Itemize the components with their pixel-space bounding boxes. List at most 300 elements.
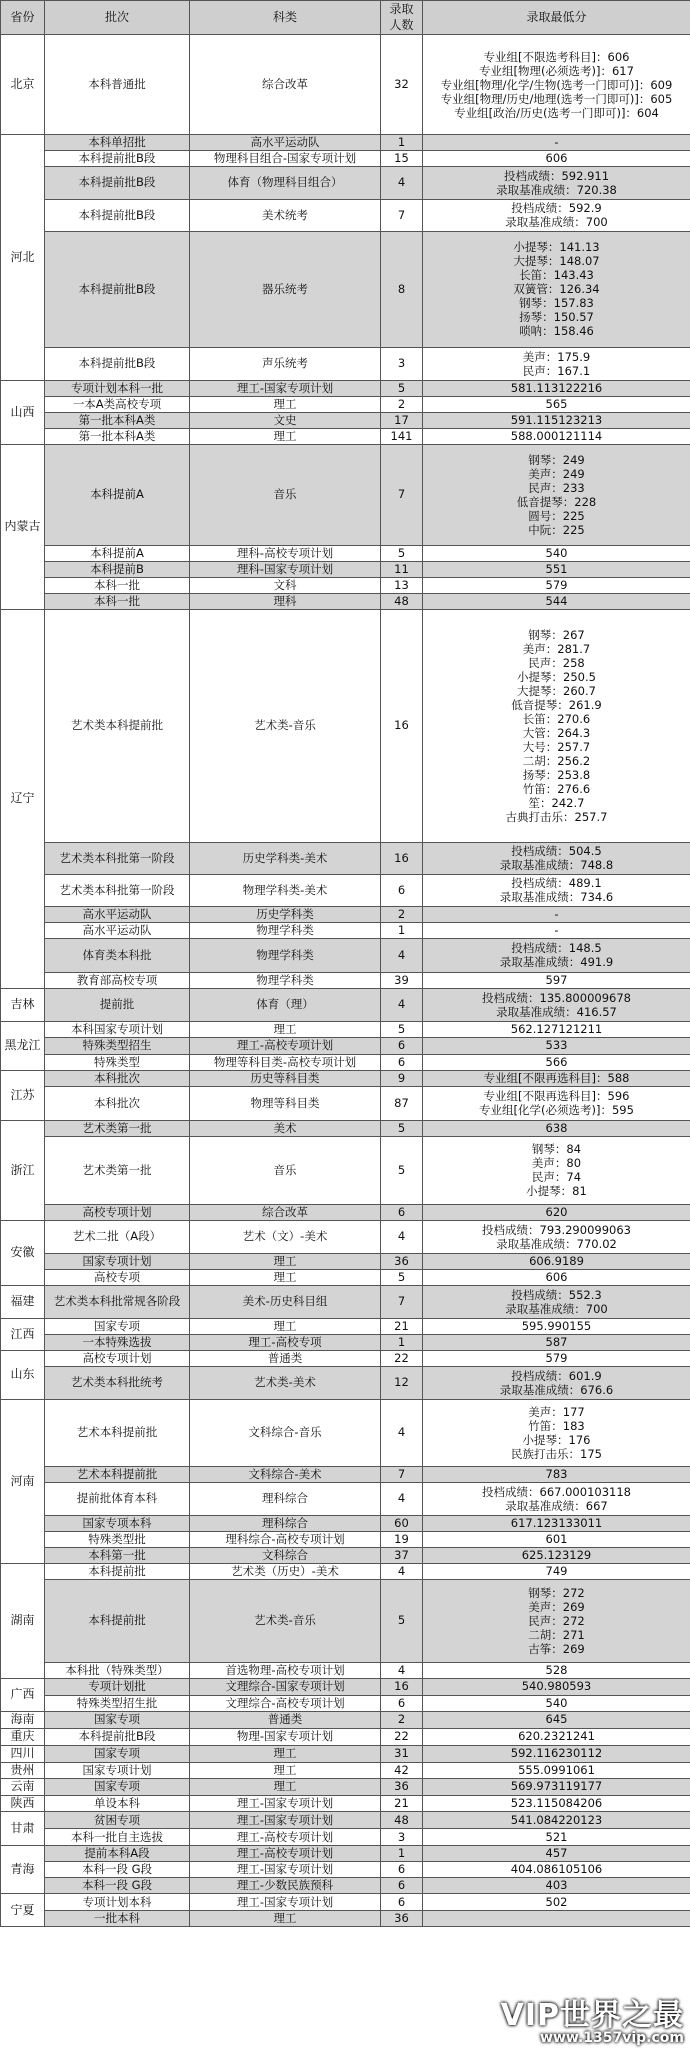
score-cell: 528 bbox=[423, 1662, 690, 1678]
count-cell: 4 bbox=[381, 988, 423, 1021]
subject-cell: 理工 bbox=[190, 1762, 381, 1779]
table-row bbox=[1, 1795, 690, 1812]
score-cell: 540.980593 bbox=[423, 1678, 690, 1695]
subject-cell: 普通类 bbox=[190, 1711, 381, 1728]
batch-cell: 本科提前A bbox=[45, 545, 190, 561]
batch-cell: 艺术类本科批第一阶段 bbox=[45, 874, 190, 906]
count-cell: 31 bbox=[381, 1745, 423, 1762]
count-cell: 2 bbox=[381, 1711, 423, 1728]
batch-cell: 国家专项计划 bbox=[45, 1253, 190, 1269]
batch-cell: 本科提前批B段 bbox=[45, 231, 190, 347]
count-cell: 16 bbox=[381, 1678, 423, 1695]
count-cell: 4 bbox=[381, 166, 423, 199]
count-cell: 4 bbox=[381, 1563, 423, 1579]
batch-cell: 艺术类本科批统考 bbox=[45, 1366, 190, 1399]
count-cell: 6 bbox=[381, 1054, 423, 1070]
subject-cell: 理科综合-高校专项计划 bbox=[190, 1531, 381, 1547]
score-cell: 555.0991061 bbox=[423, 1762, 690, 1779]
score-cell: 502 bbox=[423, 1894, 690, 1911]
subject-cell: 理工-高校专项 bbox=[190, 1334, 381, 1350]
batch-cell: 艺术二批（A段） bbox=[45, 1220, 190, 1253]
subject-cell: 理科-国家专项计划 bbox=[190, 561, 381, 577]
subject-cell: 艺术类-音乐 bbox=[190, 1579, 381, 1662]
province-cell: 黑龙江 bbox=[1, 1021, 45, 1070]
subject-cell: 文科综合 bbox=[190, 1547, 381, 1563]
subject-cell: 理科-高校专项计划 bbox=[190, 545, 381, 561]
subject-cell: 美术-历史科目组 bbox=[190, 1285, 381, 1318]
batch-cell: 本科国家专项计划 bbox=[45, 1021, 190, 1037]
count-cell: 3 bbox=[381, 1829, 423, 1846]
batch-cell: 国家专项 bbox=[45, 1745, 190, 1762]
score-cell: 521 bbox=[423, 1829, 690, 1846]
batch-cell: 特殊类型批 bbox=[45, 1531, 190, 1547]
score-cell: 美声：175.9 民声：167.1 bbox=[423, 347, 690, 380]
count-cell: 37 bbox=[381, 1547, 423, 1563]
subject-cell: 理工-国家专项计划 bbox=[190, 1795, 381, 1812]
count-cell: 22 bbox=[381, 1728, 423, 1745]
batch-cell: 特殊类型 bbox=[45, 1054, 190, 1070]
score-cell: - bbox=[423, 922, 690, 938]
watermark-url: www.1357vip.com bbox=[540, 2029, 684, 2046]
count-cell: 21 bbox=[381, 1318, 423, 1334]
batch-cell: 第一批本科A类 bbox=[45, 412, 190, 428]
subject-cell: 物理等科目类 bbox=[190, 1086, 381, 1120]
score-cell: 569.973119177 bbox=[423, 1779, 690, 1796]
batch-cell: 高水平运动队 bbox=[45, 922, 190, 938]
score-cell: 551 bbox=[423, 561, 690, 577]
batch-cell: 特殊类型招生批 bbox=[45, 1695, 190, 1711]
count-cell: 19 bbox=[381, 1531, 423, 1547]
table-row bbox=[1, 1220, 690, 1253]
batch-cell: 国家专项 bbox=[45, 1779, 190, 1796]
province-cell: 福建 bbox=[1, 1285, 45, 1318]
table-row bbox=[1, 1745, 690, 1762]
count-cell: 5 bbox=[381, 1136, 423, 1204]
batch-cell: 本科第一批 bbox=[45, 1547, 190, 1563]
subject-cell: 首选物理-高校专项计划 bbox=[190, 1662, 381, 1678]
subject-cell: 理工 bbox=[190, 1911, 381, 1927]
batch-cell: 提前批体育本科 bbox=[45, 1482, 190, 1515]
subject-cell: 艺术（文）-美术 bbox=[190, 1220, 381, 1253]
province-cell: 宁夏 bbox=[1, 1894, 45, 1927]
table-row bbox=[1, 609, 690, 842]
header-score: 录取最低分 bbox=[423, 1, 690, 35]
batch-cell: 艺术类本科批常规各阶段 bbox=[45, 1285, 190, 1318]
province-cell: 陕西 bbox=[1, 1795, 45, 1812]
table-row bbox=[1, 1862, 690, 1878]
score-cell: 566 bbox=[423, 1054, 690, 1070]
subject-cell: 理科综合 bbox=[190, 1482, 381, 1515]
table-row bbox=[1, 1531, 690, 1547]
province-cell: 北京 bbox=[1, 35, 45, 135]
subject-cell: 理工-高校专项计划 bbox=[190, 1829, 381, 1846]
subject-cell: 文科综合-美术 bbox=[190, 1466, 381, 1482]
count-cell: 17 bbox=[381, 412, 423, 428]
table-row bbox=[1, 1334, 690, 1350]
table-row bbox=[1, 1466, 690, 1482]
batch-cell: 一本A类高校专项 bbox=[45, 396, 190, 412]
score-cell: 749 bbox=[423, 1563, 690, 1579]
batch-cell: 第一批本科A类 bbox=[45, 428, 190, 444]
score-cell: 钢琴：272 美声：269 民声：272 二胡：271 古筝：269 bbox=[423, 1579, 690, 1662]
province-cell: 江西 bbox=[1, 1318, 45, 1350]
subject-cell: 高水平运动队 bbox=[190, 135, 381, 151]
table-row bbox=[1, 593, 690, 609]
score-cell: 投档成绩：148.5 录取基准成绩：491.9 bbox=[423, 938, 690, 972]
subject-cell: 物理等科目类-高校专项计划 bbox=[190, 1054, 381, 1070]
score-cell: 投档成绩：552.3 录取基准成绩：700 bbox=[423, 1285, 690, 1318]
province-cell: 湖南 bbox=[1, 1563, 45, 1678]
subject-cell: 美术 bbox=[190, 1120, 381, 1136]
table-row bbox=[1, 1120, 690, 1136]
table-body bbox=[1, 35, 690, 1927]
score-cell: 638 bbox=[423, 1120, 690, 1136]
score-cell: 620.2321241 bbox=[423, 1728, 690, 1745]
batch-cell: 专项计划本科一批 bbox=[45, 380, 190, 396]
batch-cell: 本科提前批B段 bbox=[45, 199, 190, 231]
score-cell: 专业组[不限再选科目]：588 bbox=[423, 1070, 690, 1086]
table-row bbox=[1, 842, 690, 874]
province-cell: 河南 bbox=[1, 1399, 45, 1563]
count-cell: 21 bbox=[381, 1795, 423, 1812]
count-cell: 1 bbox=[381, 1334, 423, 1350]
count-cell: 16 bbox=[381, 842, 423, 874]
score-cell: 专业组[不限选考科目]：606 专业组[物理(必须选考)]：617 专业组[物理/化学/生物(选考一门即可)]：609 专业组[物理/历史/地理(选考一门即可)]：605 专业组[政治/历史(选考一门即可)]：604 bbox=[423, 35, 690, 135]
table-row bbox=[1, 428, 690, 444]
province-cell: 江苏 bbox=[1, 1070, 45, 1120]
batch-cell: 本科提前批 bbox=[45, 1563, 190, 1579]
table-row bbox=[1, 1894, 690, 1911]
batch-cell: 特殊类型招生 bbox=[45, 1037, 190, 1054]
count-cell: 15 bbox=[381, 150, 423, 166]
table-row bbox=[1, 150, 690, 166]
header-province: 省份 bbox=[1, 1, 45, 35]
batch-cell: 本科提前B bbox=[45, 561, 190, 577]
count-cell: 2 bbox=[381, 906, 423, 922]
batch-cell: 高水平运动队 bbox=[45, 906, 190, 922]
subject-cell: 普通类 bbox=[190, 1350, 381, 1366]
table-row bbox=[1, 1812, 690, 1829]
subject-cell: 理工 bbox=[190, 428, 381, 444]
header-batch: 批次 bbox=[45, 1, 190, 35]
count-cell: 8 bbox=[381, 231, 423, 347]
count-cell: 39 bbox=[381, 972, 423, 988]
subject-cell: 理工 bbox=[190, 1318, 381, 1334]
score-cell: 540 bbox=[423, 1695, 690, 1711]
count-cell: 4 bbox=[381, 1662, 423, 1678]
header-subject: 科类 bbox=[190, 1, 381, 35]
count-cell: 6 bbox=[381, 1037, 423, 1054]
subject-cell: 音乐 bbox=[190, 444, 381, 545]
count-cell: 11 bbox=[381, 561, 423, 577]
count-cell: 36 bbox=[381, 1253, 423, 1269]
batch-cell: 艺术类本科提前批 bbox=[45, 609, 190, 842]
table-row bbox=[1, 988, 690, 1021]
subject-cell: 理工 bbox=[190, 1745, 381, 1762]
score-cell: 投档成绩：592.911 录取基准成绩：720.38 bbox=[423, 166, 690, 199]
province-cell: 海南 bbox=[1, 1711, 45, 1728]
count-cell: 6 bbox=[381, 1878, 423, 1894]
subject-cell: 艺术类-美术 bbox=[190, 1366, 381, 1399]
count-cell: 4 bbox=[381, 1220, 423, 1253]
subject-cell: 物理科目组合-国家专项计划 bbox=[190, 150, 381, 166]
batch-cell: 专项计划批 bbox=[45, 1678, 190, 1695]
table-row bbox=[1, 1579, 690, 1662]
count-cell: 5 bbox=[381, 1579, 423, 1662]
score-cell: 562.127121211 bbox=[423, 1021, 690, 1037]
subject-cell: 理科 bbox=[190, 593, 381, 609]
score-cell: 588.000121114 bbox=[423, 428, 690, 444]
count-cell: 5 bbox=[381, 1269, 423, 1285]
score-cell: 783 bbox=[423, 1466, 690, 1482]
table-row bbox=[1, 561, 690, 577]
province-cell: 贵州 bbox=[1, 1762, 45, 1779]
count-cell: 42 bbox=[381, 1762, 423, 1779]
table-row bbox=[1, 1515, 690, 1531]
count-cell: 7 bbox=[381, 1466, 423, 1482]
table-row bbox=[1, 1829, 690, 1846]
subject-cell: 理工-高校专项计划 bbox=[190, 1037, 381, 1054]
score-cell: 投档成绩：504.5 录取基准成绩：748.8 bbox=[423, 842, 690, 874]
subject-cell: 理工 bbox=[190, 1253, 381, 1269]
count-cell: 6 bbox=[381, 1204, 423, 1220]
batch-cell: 本科单招批 bbox=[45, 135, 190, 151]
batch-cell: 本科一段 G段 bbox=[45, 1862, 190, 1878]
score-cell: 597 bbox=[423, 972, 690, 988]
subject-cell: 历史学科类 bbox=[190, 906, 381, 922]
table-row bbox=[1, 1350, 690, 1366]
count-cell: 36 bbox=[381, 1911, 423, 1927]
batch-cell: 提前本科A段 bbox=[45, 1846, 190, 1862]
batch-cell: 本科提前A bbox=[45, 444, 190, 545]
subject-cell: 体育（理） bbox=[190, 988, 381, 1021]
count-cell: 13 bbox=[381, 577, 423, 593]
province-cell: 四川 bbox=[1, 1745, 45, 1762]
score-cell: 565 bbox=[423, 396, 690, 412]
table-row bbox=[1, 1711, 690, 1728]
score-cell: 591.115123213 bbox=[423, 412, 690, 428]
watermark-brand: VIP世界之最 bbox=[500, 1997, 684, 2033]
batch-cell: 本科一段 G段 bbox=[45, 1878, 190, 1894]
batch-cell: 单设本科 bbox=[45, 1795, 190, 1812]
province-cell: 山西 bbox=[1, 380, 45, 444]
batch-cell: 贫困专项 bbox=[45, 1812, 190, 1829]
count-cell: 48 bbox=[381, 1812, 423, 1829]
count-cell: 4 bbox=[381, 1399, 423, 1466]
count-cell: 12 bbox=[381, 1366, 423, 1399]
table-row bbox=[1, 1482, 690, 1515]
batch-cell: 提前批 bbox=[45, 988, 190, 1021]
table-row bbox=[1, 1678, 690, 1695]
table-row bbox=[1, 1878, 690, 1894]
table-row bbox=[1, 396, 690, 412]
count-cell: 6 bbox=[381, 1862, 423, 1878]
count-cell: 22 bbox=[381, 1350, 423, 1366]
score-cell: 645 bbox=[423, 1711, 690, 1728]
table-row bbox=[1, 1037, 690, 1054]
score-cell: 606 bbox=[423, 150, 690, 166]
count-cell: 16 bbox=[381, 609, 423, 842]
subject-cell: 文科综合-音乐 bbox=[190, 1399, 381, 1466]
batch-cell: 本科提前批B段 bbox=[45, 1728, 190, 1745]
subject-cell: 理工 bbox=[190, 1779, 381, 1796]
score-cell: - bbox=[423, 135, 690, 151]
score-cell: 620 bbox=[423, 1204, 690, 1220]
count-cell: 5 bbox=[381, 545, 423, 561]
province-cell: 甘肃 bbox=[1, 1812, 45, 1846]
table-row bbox=[1, 906, 690, 922]
subject-cell: 历史等科目类 bbox=[190, 1070, 381, 1086]
subject-cell: 物理学科类 bbox=[190, 938, 381, 972]
subject-cell: 文理综合-国家专项计划 bbox=[190, 1678, 381, 1695]
table-row bbox=[1, 1054, 690, 1070]
score-cell bbox=[423, 1911, 690, 1927]
subject-cell: 文理综合-高校专项计划 bbox=[190, 1695, 381, 1711]
score-cell: 540 bbox=[423, 545, 690, 561]
subject-cell: 综合改革 bbox=[190, 35, 381, 135]
count-cell: 1 bbox=[381, 922, 423, 938]
score-cell: 投档成绩：592.9 录取基准成绩：700 bbox=[423, 199, 690, 231]
count-cell: 6 bbox=[381, 1695, 423, 1711]
header-count: 录取 人数 bbox=[381, 1, 423, 35]
province-cell: 辽宁 bbox=[1, 609, 45, 988]
score-cell: 544 bbox=[423, 593, 690, 609]
batch-cell: 专项计划本科 bbox=[45, 1894, 190, 1911]
score-cell: 579 bbox=[423, 1350, 690, 1366]
batch-cell: 高校专项 bbox=[45, 1269, 190, 1285]
subject-cell: 文科 bbox=[190, 577, 381, 593]
batch-cell: 本科批次 bbox=[45, 1070, 190, 1086]
count-cell: 5 bbox=[381, 1021, 423, 1037]
score-cell: 541.084220123 bbox=[423, 1812, 690, 1829]
subject-cell: 物理-国家专项计划 bbox=[190, 1728, 381, 1745]
table-row bbox=[1, 1366, 690, 1399]
score-cell: 钢琴：84 美声：80 民声：74 小提琴：81 bbox=[423, 1136, 690, 1204]
count-cell: 4 bbox=[381, 1482, 423, 1515]
batch-cell: 本科提前批 bbox=[45, 1579, 190, 1662]
batch-cell: 国家专项本科 bbox=[45, 1515, 190, 1531]
subject-cell: 美术统考 bbox=[190, 199, 381, 231]
table-row bbox=[1, 577, 690, 593]
score-cell: 美声：177 竹笛：183 小提琴：176 民族打击乐：175 bbox=[423, 1399, 690, 1466]
table-row bbox=[1, 347, 690, 380]
table-row bbox=[1, 135, 690, 151]
score-cell: - bbox=[423, 906, 690, 922]
table-row bbox=[1, 444, 690, 545]
score-cell: 457 bbox=[423, 1846, 690, 1862]
table-row bbox=[1, 1399, 690, 1466]
table-row bbox=[1, 1547, 690, 1563]
subject-cell: 声乐统考 bbox=[190, 347, 381, 380]
table-row bbox=[1, 1779, 690, 1796]
count-cell: 3 bbox=[381, 347, 423, 380]
subject-cell: 体育（物理科目组合） bbox=[190, 166, 381, 199]
count-cell: 7 bbox=[381, 444, 423, 545]
score-cell: 606.9189 bbox=[423, 1253, 690, 1269]
batch-cell: 艺术类本科批第一阶段 bbox=[45, 842, 190, 874]
score-cell: 617.123133011 bbox=[423, 1515, 690, 1531]
score-cell: 595.990155 bbox=[423, 1318, 690, 1334]
count-cell: 87 bbox=[381, 1086, 423, 1120]
table-row bbox=[1, 972, 690, 988]
count-cell: 2 bbox=[381, 396, 423, 412]
batch-cell: 一批本科 bbox=[45, 1911, 190, 1927]
province-cell: 内蒙古 bbox=[1, 444, 45, 609]
table-row bbox=[1, 199, 690, 231]
batch-cell: 教育部高校专项 bbox=[45, 972, 190, 988]
subject-cell: 理工-国家专项计划 bbox=[190, 1894, 381, 1911]
table-row bbox=[1, 35, 690, 135]
batch-cell: 本科批次 bbox=[45, 1086, 190, 1120]
score-cell: 投档成绩：489.1 录取基准成绩：734.6 bbox=[423, 874, 690, 906]
batch-cell: 国家专项 bbox=[45, 1318, 190, 1334]
score-cell: 投档成绩：135.800009678 录取基准成绩：416.57 bbox=[423, 988, 690, 1021]
batch-cell: 艺术本科提前批 bbox=[45, 1399, 190, 1466]
table-row bbox=[1, 1253, 690, 1269]
batch-cell: 本科一批 bbox=[45, 577, 190, 593]
table-row bbox=[1, 231, 690, 347]
count-cell: 9 bbox=[381, 1070, 423, 1086]
batch-cell: 本科提前批B段 bbox=[45, 150, 190, 166]
table-row bbox=[1, 412, 690, 428]
subject-cell: 文史 bbox=[190, 412, 381, 428]
province-cell: 广西 bbox=[1, 1678, 45, 1711]
subject-cell: 物理学科类 bbox=[190, 922, 381, 938]
batch-cell: 艺术类第一批 bbox=[45, 1120, 190, 1136]
score-cell: 579 bbox=[423, 577, 690, 593]
table-row bbox=[1, 1662, 690, 1678]
score-cell: 592.116230112 bbox=[423, 1745, 690, 1762]
batch-cell: 高校专项计划 bbox=[45, 1204, 190, 1220]
subject-cell: 理工 bbox=[190, 1269, 381, 1285]
province-cell: 重庆 bbox=[1, 1728, 45, 1745]
subject-cell: 艺术类-音乐 bbox=[190, 609, 381, 842]
subject-cell: 理工-国家专项计划 bbox=[190, 1812, 381, 1829]
province-cell: 青海 bbox=[1, 1846, 45, 1894]
subject-cell: 综合改革 bbox=[190, 1204, 381, 1220]
subject-cell: 理工-国家专项计划 bbox=[190, 1862, 381, 1878]
score-cell: 404.086105106 bbox=[423, 1862, 690, 1878]
province-cell: 河北 bbox=[1, 135, 45, 381]
count-cell: 60 bbox=[381, 1515, 423, 1531]
score-cell: 钢琴：267 美声：281.7 民声：258 小提琴：250.5 大提琴：260.7 低音提琴：261.9 长笛：270.6 大管：264.3 大号：257.7 二胡：256.2 扬琴：253.8 竹笛：276.6 笙：242.7 古典打击乐：257.7 bbox=[423, 609, 690, 842]
subject-cell: 理工 bbox=[190, 1021, 381, 1037]
score-cell: 533 bbox=[423, 1037, 690, 1054]
subject-cell: 理科综合 bbox=[190, 1515, 381, 1531]
header-row bbox=[1, 1, 690, 35]
table-row bbox=[1, 1762, 690, 1779]
count-cell: 6 bbox=[381, 1894, 423, 1911]
batch-cell: 一本特殊选拔 bbox=[45, 1334, 190, 1350]
count-cell: 4 bbox=[381, 938, 423, 972]
count-cell: 7 bbox=[381, 199, 423, 231]
count-cell: 7 bbox=[381, 1285, 423, 1318]
table-row bbox=[1, 380, 690, 396]
batch-cell: 本科提前批B段 bbox=[45, 166, 190, 199]
table-row bbox=[1, 1563, 690, 1579]
batch-cell: 艺术类第一批 bbox=[45, 1136, 190, 1204]
batch-cell: 本科一批自主选拔 bbox=[45, 1829, 190, 1846]
batch-cell: 国家专项计划 bbox=[45, 1762, 190, 1779]
table-row bbox=[1, 1269, 690, 1285]
score-cell: 投档成绩：601.9 录取基准成绩：676.6 bbox=[423, 1366, 690, 1399]
table-row bbox=[1, 874, 690, 906]
count-cell: 141 bbox=[381, 428, 423, 444]
score-cell: 403 bbox=[423, 1878, 690, 1894]
count-cell: 32 bbox=[381, 35, 423, 135]
subject-cell: 艺术类（历史）-美术 bbox=[190, 1563, 381, 1579]
score-cell: 587 bbox=[423, 1334, 690, 1350]
